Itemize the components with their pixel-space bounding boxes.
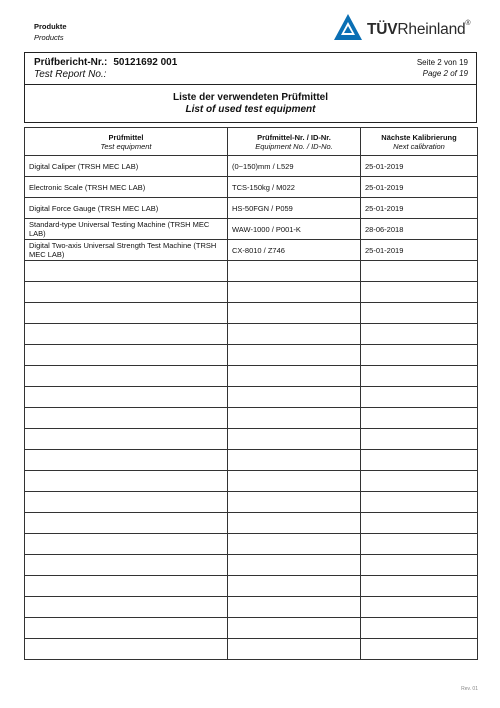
- empty-cell: [228, 513, 361, 534]
- report-label-en: Test Report No.:: [34, 69, 107, 80]
- empty-cell: [361, 597, 478, 618]
- empty-table-row: [25, 261, 478, 282]
- list-title: [25, 92, 476, 116]
- empty-cell: [25, 618, 228, 639]
- empty-cell: [228, 261, 361, 282]
- empty-cell: [228, 387, 361, 408]
- empty-cell: [228, 429, 361, 450]
- report-number: 50121692 001: [113, 57, 178, 68]
- empty-table-row: [25, 555, 478, 576]
- empty-table-row: [25, 639, 478, 660]
- empty-cell: [361, 534, 478, 555]
- empty-cell: [228, 450, 361, 471]
- empty-cell: [228, 576, 361, 597]
- empty-cell: [25, 576, 228, 597]
- report-number-label: [34, 57, 177, 81]
- empty-cell: [25, 261, 228, 282]
- empty-cell: [228, 597, 361, 618]
- empty-cell: [25, 555, 228, 576]
- empty-cell: [228, 534, 361, 555]
- empty-cell: [361, 366, 478, 387]
- empty-cell: [361, 576, 478, 597]
- empty-table-row: [25, 450, 478, 471]
- id-cell: CX-8010 / Z746: [228, 240, 361, 261]
- empty-cell: [361, 513, 478, 534]
- column-header-calibration-de: Nächste Kalibrierung: [381, 132, 457, 142]
- triangle-logo-icon: [333, 13, 363, 41]
- empty-cell: [361, 450, 478, 471]
- empty-cell: [361, 282, 478, 303]
- empty-cell: [25, 639, 228, 660]
- calibration-cell: 25-01-2019: [361, 240, 478, 261]
- empty-cell: [25, 408, 228, 429]
- empty-cell: [25, 513, 228, 534]
- empty-cell: [361, 618, 478, 639]
- report-number-row: [25, 53, 476, 85]
- empty-cell: [361, 471, 478, 492]
- empty-table-row: [25, 282, 478, 303]
- logo-text: [367, 21, 470, 39]
- empty-cell: [228, 555, 361, 576]
- empty-cell: [228, 303, 361, 324]
- empty-cell: [228, 345, 361, 366]
- column-header-calibration: [361, 128, 478, 156]
- section-label: [34, 21, 67, 43]
- column-header-id: [228, 128, 361, 156]
- tuv-rheinland-logo: [333, 13, 483, 43]
- calibration-cell: 25-01-2019: [361, 177, 478, 198]
- empty-cell: [228, 492, 361, 513]
- logo-registered-mark: ®: [465, 20, 471, 27]
- calibration-cell: 25-01-2019: [361, 198, 478, 219]
- equipment-table-body: [25, 156, 478, 660]
- empty-cell: [25, 597, 228, 618]
- empty-table-row: [25, 576, 478, 597]
- page-indicator-en: Page 2 of 19: [422, 69, 468, 78]
- empty-table-row: [25, 366, 478, 387]
- empty-cell: [361, 345, 478, 366]
- equipment-cell: Electronic Scale (TRSH MEC LAB): [25, 177, 228, 198]
- section-label-en: Products: [34, 33, 64, 42]
- table-header-row: [25, 128, 478, 156]
- empty-table-row: [25, 513, 478, 534]
- empty-table-row: [25, 345, 478, 366]
- equipment-cell: Standard-type Universal Testing Machine (TRSH MEC LAB): [25, 219, 228, 240]
- empty-table-row: [25, 324, 478, 345]
- empty-cell: [228, 366, 361, 387]
- empty-cell: [25, 303, 228, 324]
- empty-cell: [361, 429, 478, 450]
- table-row: [25, 240, 478, 261]
- empty-cell: [25, 387, 228, 408]
- page-indicator: [417, 57, 468, 79]
- empty-cell: [361, 639, 478, 660]
- column-header-calibration-en: Next calibration: [393, 141, 445, 151]
- empty-cell: [25, 492, 228, 513]
- calibration-cell: 25-01-2019: [361, 156, 478, 177]
- equipment-cell: Digital Two-axis Universal Strength Test Machine (TRSH MEC LAB): [25, 240, 228, 261]
- logo-text-light: Rheinland: [397, 21, 466, 38]
- empty-table-row: [25, 471, 478, 492]
- empty-table-row: [25, 387, 478, 408]
- column-header-id-en: Equipment No. / ID-No.: [255, 141, 333, 151]
- empty-cell: [25, 471, 228, 492]
- empty-cell: [228, 639, 361, 660]
- empty-cell: [361, 303, 478, 324]
- empty-cell: [25, 282, 228, 303]
- calibration-cell: 28-06-2018: [361, 219, 478, 240]
- equipment-cell: Digital Force Gauge (TRSH MEC LAB): [25, 198, 228, 219]
- id-cell: HS-50FGN / P059: [228, 198, 361, 219]
- id-cell: (0~150)mm / L529: [228, 156, 361, 177]
- table-row: [25, 177, 478, 198]
- empty-cell: [361, 408, 478, 429]
- empty-cell: [25, 429, 228, 450]
- id-cell: WAW-1000 / P001-K: [228, 219, 361, 240]
- empty-table-row: [25, 534, 478, 555]
- list-title-en: List of used test equipment: [185, 104, 316, 115]
- empty-table-row: [25, 597, 478, 618]
- empty-cell: [361, 387, 478, 408]
- column-header-equipment: [25, 128, 228, 156]
- empty-cell: [228, 618, 361, 639]
- id-cell: TCS-150kg / M022: [228, 177, 361, 198]
- empty-cell: [228, 324, 361, 345]
- report-header-box: [24, 52, 477, 123]
- logo-text-bold: TÜV: [367, 21, 398, 38]
- empty-cell: [361, 324, 478, 345]
- table-row: [25, 219, 478, 240]
- column-header-equipment-en: Test equipment: [100, 141, 152, 151]
- list-title-de: Liste der verwendeten Prüfmittel: [172, 92, 329, 103]
- equipment-table: [24, 127, 478, 660]
- empty-cell: [25, 366, 228, 387]
- empty-table-row: [25, 492, 478, 513]
- empty-cell: [25, 534, 228, 555]
- table-row: [25, 198, 478, 219]
- column-header-equipment-de: Prüfmittel: [108, 132, 144, 142]
- empty-cell: [25, 450, 228, 471]
- column-header-id-de: Prüfmittel-Nr. / ID-Nr.: [257, 132, 331, 142]
- empty-cell: [25, 324, 228, 345]
- revision-label: Rev. 01: [461, 686, 478, 692]
- empty-table-row: [25, 429, 478, 450]
- empty-table-row: [25, 408, 478, 429]
- empty-cell: [228, 408, 361, 429]
- section-label-de: Produkte: [34, 22, 67, 31]
- empty-cell: [361, 261, 478, 282]
- table-row: [25, 156, 478, 177]
- empty-cell: [25, 345, 228, 366]
- report-label-de: Prüfbericht-Nr.:: [34, 57, 108, 68]
- empty-cell: [361, 555, 478, 576]
- page-indicator-de: Seite 2 von 19: [416, 58, 468, 67]
- empty-cell: [228, 471, 361, 492]
- empty-table-row: [25, 303, 478, 324]
- empty-table-row: [25, 618, 478, 639]
- empty-cell: [361, 492, 478, 513]
- empty-cell: [228, 282, 361, 303]
- equipment-cell: Digital Caliper (TRSH MEC LAB): [25, 156, 228, 177]
